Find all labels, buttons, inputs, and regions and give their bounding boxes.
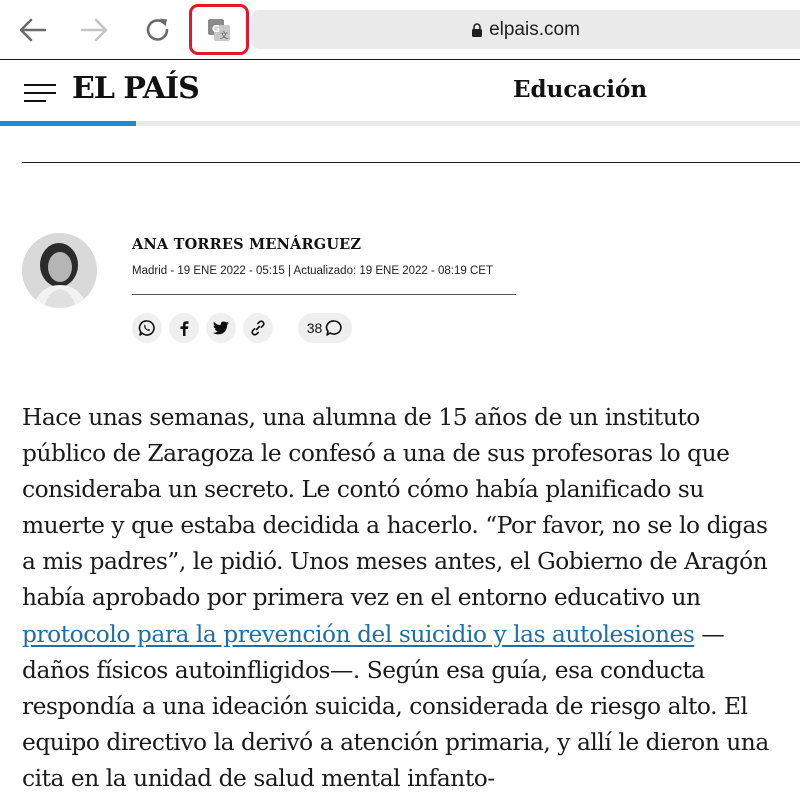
svg-text:G: G [211,23,221,35]
whatsapp-icon [138,319,156,337]
reading-progress-bar [0,121,800,126]
arrow-left-icon [17,17,47,43]
reload-icon [143,15,173,45]
section-title[interactable]: Educación [513,76,648,103]
protocol-link[interactable]: protocolo para la prevención del suicidio y las autolesiones [22,620,695,648]
hamburger-icon[interactable] [24,83,56,103]
article-text: Hace unas semanas, una alumna de 15 años de un instituto público de Zaragoza le confesó a una de sus profesoras lo que consideraba un secreto. Le contó cómo había planificado su muerte y que estaba decidida a hacerlo. “Por favor, no se lo digas a mis padres”, le pidió. Unos meses antes, el Gobierno de Aragón había aprobado por primera vez en el entorno educativo un [22,404,768,612]
speech-bubble-icon [325,319,343,337]
comments-count: 38 [306,320,323,336]
url-text: elpais.com [489,18,580,40]
translate-icon [205,16,233,44]
author-avatar[interactable] [22,233,97,308]
share-twitter-button[interactable] [206,313,236,343]
dateline: Madrid - 19 ENE 2022 - 05:15 | Actualizado: 19 ENE 2022 - 08:19 CET [132,265,493,277]
forward-button[interactable] [75,10,115,50]
author-name[interactable]: ANA TORRES MENÁRGUEZ [132,236,362,253]
twitter-icon [212,320,230,336]
translate-button[interactable] [189,4,249,55]
share-whatsapp-button[interactable] [132,313,162,343]
back-button[interactable] [12,10,52,50]
reload-button[interactable] [138,10,178,50]
divider [22,162,800,163]
site-header [0,61,800,123]
comments-button[interactable] [298,313,352,343]
reading-progress-fill [0,121,136,126]
address-bar[interactable] [251,10,800,49]
facebook-icon [176,319,192,337]
article-text-continued: —daños físicos autoinfligidos—. Según esa guía, esa conducta respondía a una ideación suicida, considerada de riesgo alto. El equipo directivo la derivó a atención primaria, y allí le dieron una cita en la unidad de salud mental infanto- [22,620,769,792]
site-logo[interactable]: EL PAÍS [72,71,199,106]
copy-link-button[interactable] [243,313,273,343]
arrow-right-icon [80,17,110,43]
article-paragraph [22,400,782,797]
link-icon [249,319,267,337]
byline-divider [132,294,516,295]
svg-text:文: 文 [220,30,228,40]
browser-toolbar [0,0,800,60]
share-facebook-button[interactable] [169,313,199,343]
lock-icon [471,23,483,37]
